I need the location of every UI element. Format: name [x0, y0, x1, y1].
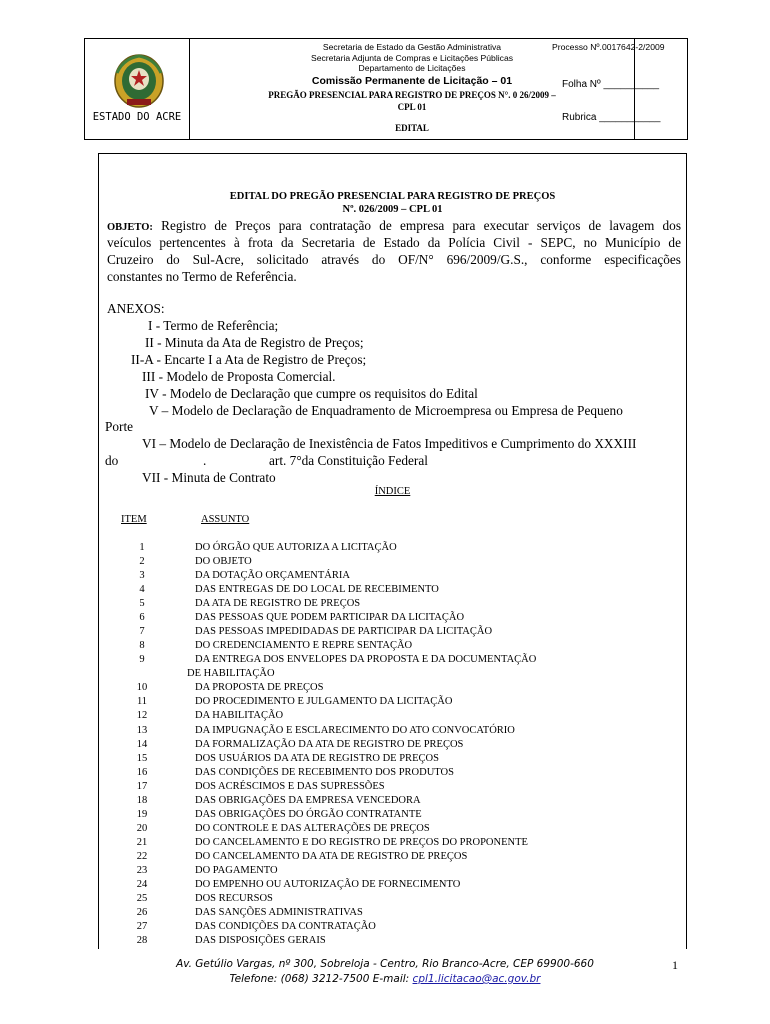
- anexos-label: ANEXOS:: [107, 301, 165, 316]
- index-item-number: 18: [136, 794, 148, 806]
- header-logo-cell: [85, 39, 189, 139]
- index-item-title: DO OBJETO: [195, 556, 252, 568]
- anexo-item: II - Minuta da Ata de Registro de Preços;: [145, 335, 364, 350]
- index-item-title: DAS ENTREGAS DE DO LOCAL DE RECEBIMENTO: [195, 584, 439, 596]
- page-number: 1: [672, 958, 678, 972]
- index-item-title: DE HABILITAÇÃO: [187, 668, 275, 680]
- index-item-title: DAS CONDIÇÕES DA CONTRATAÇÃO: [195, 921, 376, 933]
- index-item-number: 22: [136, 850, 148, 862]
- index-item-title: DAS OBRIGAÇÕES DO ÓRGÃO CONTRATANTE: [195, 808, 422, 820]
- anexo-item-continued: Porte: [105, 419, 134, 434]
- index-item-number: 13: [136, 724, 148, 736]
- rubrica-field: Rubrica ___________: [562, 112, 661, 123]
- index-item-title: DAS PESSOAS QUE PODEM PARTICIPAR DA LICITAÇÃO: [195, 612, 465, 624]
- index-item-title: DO CREDENCIAMENTO E REPRE SENTAÇÃO: [195, 640, 413, 652]
- indice-heading: ÍNDICE: [374, 486, 411, 497]
- index-item-number: 14: [136, 738, 148, 750]
- item-column-header: ITEM: [121, 514, 147, 525]
- index-item-number: 25: [136, 893, 148, 904]
- index-item-title: DA IMPUGNAÇÃO E ESCLARECIMENTO DO ATO CONVOCATÓRIO: [195, 724, 515, 736]
- index-item-number: 17: [136, 780, 148, 792]
- header-line-6: CPL 01: [397, 102, 427, 112]
- index-item-number: 26: [136, 907, 148, 919]
- index-item-number: 27: [136, 921, 148, 933]
- objeto-line-1: [107, 218, 681, 234]
- index-item-title: DO ÓRGÃO QUE AUTORIZA A LICITAÇÃO: [195, 542, 397, 553]
- footer-contact: [0, 973, 770, 985]
- anexo-item-continued: art. 7°da Constituição Federal: [269, 453, 428, 468]
- processo-number: Processo Nº.0017642-2/2009: [552, 42, 665, 52]
- index-item-title: DA DOTAÇÃO ORÇAMENTÁRIA: [195, 570, 350, 582]
- anexo-item: I - Termo de Referência;: [148, 318, 279, 333]
- index-item-number: 3: [139, 570, 145, 582]
- anexo-item: III - Modelo de Proposta Comercial.: [142, 369, 336, 384]
- index-item-title: DO CANCELAMENTO DA ATA DE REGISTRO DE PREÇOS: [195, 850, 468, 862]
- anexo-item: IV - Modelo de Declaração que cumpre os requisitos do Edital: [145, 386, 478, 401]
- anexo-item: II-A - Encarte I a Ata de Registro de Preços;: [131, 352, 367, 367]
- index-item-title: DAS PESSOAS IMPEDIDADAS DE PARTICIPAR DA LICITAÇÃO: [195, 626, 493, 638]
- doc-title-2: Nº. 026/2009 – CPL 01: [342, 204, 443, 215]
- index-item-number: 23: [136, 864, 148, 876]
- assunto-column-header: ASSUNTO: [201, 514, 250, 525]
- doc-title-1: EDITAL DO PREGÃO PRESENCIAL PARA REGISTRO DE PREÇOS: [229, 191, 556, 202]
- index-item-number: 15: [136, 752, 148, 764]
- index-item-number: 16: [136, 766, 148, 778]
- index-item-number: 12: [136, 710, 148, 722]
- objeto-label: OBJETO:: [107, 222, 153, 233]
- index-item-number: 2: [139, 556, 145, 568]
- header-line-3: Departamento de Licitações: [358, 63, 466, 73]
- index-item-title: DO EMPENHO OU AUTORIZAÇÃO DE FORNECIMENTO: [195, 878, 461, 890]
- index-item-title: DA ATA DE REGISTRO DE PREÇOS: [195, 598, 361, 610]
- objeto-line-4: constantes no Termo de Referência.: [107, 269, 297, 284]
- index-item-title: DO CONTROLE E DAS ALTERAÇÕES DE PREÇOS: [195, 822, 430, 834]
- index-item-number: 9: [139, 654, 145, 666]
- index-item-title: DO PROCEDIMENTO E JULGAMENTO DA LICITAÇÃO: [195, 696, 453, 708]
- index-item-number: 20: [136, 822, 148, 834]
- header-line-5: PREGÃO PRESENCIAL PARA REGISTRO DE PREÇOS N°. 0 26/2009 –: [268, 90, 556, 100]
- index-item-title: DOS RECURSOS: [195, 893, 273, 904]
- index-item-number: 7: [139, 626, 145, 638]
- anexo-item-continued: do: [105, 453, 119, 468]
- index-item-number: 5: [139, 598, 145, 610]
- footer-email-link[interactable]: cpl1.licitacao@ac.gov.br: [412, 973, 541, 985]
- index-item-number: 10: [136, 682, 148, 694]
- anexo-item: VII - Minuta de Contrato: [142, 470, 276, 485]
- document-body: [98, 153, 687, 949]
- anexo-item-continued: .: [203, 453, 207, 468]
- index-item-title: DAS OBRIGAÇÕES DA EMPRESA VENCEDORA: [195, 794, 421, 806]
- index-item-number: 8: [139, 640, 145, 652]
- objeto-text-1: Registro de Preços para contratação de empresa para executar serviços de lavagem dos: [161, 218, 681, 233]
- header-line-1: Secretaria de Estado da Gestão Administrativa: [322, 42, 502, 52]
- index-item-title: DAS CONDIÇÕES DE RECEBIMENTO DOS PRODUTOS: [195, 766, 454, 778]
- index-item-title: DA PROPOSTA DE PREÇOS: [195, 682, 324, 694]
- index-item-title: DO PAGAMENTO: [195, 864, 278, 876]
- index-item-number: 19: [136, 808, 148, 820]
- index-item-number: 1: [139, 542, 145, 553]
- index-item-number: 24: [136, 878, 148, 890]
- header-line-2: Secretaria Adjunta de Compras e Licitações Públicas: [310, 53, 514, 63]
- index-item-title: DAS SANÇÕES ADMINISTRATIVAS: [195, 907, 363, 919]
- acre-seal-icon: [113, 53, 165, 111]
- state-label: ESTADO DO ACRE: [92, 111, 182, 123]
- objeto-line-2: veículos pertencentes à frota da Secretaria de Estado da Polícia Civil - SEPC, no Município de: [107, 235, 681, 250]
- index-item-number: 28: [136, 935, 148, 947]
- index-item-number: 11: [136, 696, 148, 708]
- index-item-title: DA ENTREGA DOS ENVELOPES DA PROPOSTA E DA DOCUMENTAÇÃO: [195, 654, 537, 666]
- index-item-title: DOS ACRÉSCIMOS E DAS SUPRESSÕES: [195, 780, 385, 792]
- index-item-title: DA HABILITAÇÃO: [195, 710, 284, 722]
- anexo-item: V – Modelo de Declaração de Enquadramento de Microempresa ou Empresa de Pequeno: [149, 403, 623, 418]
- index-item-number: 6: [139, 612, 145, 624]
- index-item-title: DAS DISPOSIÇÕES GERAIS: [195, 935, 326, 947]
- index-item-number: 21: [136, 836, 148, 848]
- index-item-title: DO CANCELAMENTO E DO REGISTRO DE PREÇOS DO PROPONENTE: [195, 836, 528, 848]
- anexo-item: VI – Modelo de Declaração de Inexistência de Fatos Impeditivos e Cumprimento do XXXIII: [142, 436, 637, 451]
- folha-field: Folha Nº __________: [562, 79, 660, 90]
- header-line-4: Comissão Permanente de Licitação – 01: [311, 75, 513, 87]
- header-line-7: EDITAL: [395, 123, 429, 133]
- footer-phone: Telefone: (068) 3212-7500 E-mail:: [229, 973, 410, 985]
- footer-address: Av. Getúlio Vargas, nº 300, Sobreloja - Centro, Rio Branco-Acre, CEP 69900-660: [176, 958, 594, 970]
- index-item-title: DA FORMALIZAÇÃO DA ATA DE REGISTRO DE PREÇOS: [195, 738, 464, 750]
- index-item-title: DOS USUÁRIOS DA ATA DE REGISTRO DE PREÇOS: [195, 752, 439, 764]
- objeto-line-3: Cruzeiro do Sul-Acre, solicitado através do OF/N° 696/2009/G.S., conforme especificações: [107, 252, 681, 267]
- index-item-number: 4: [139, 584, 145, 596]
